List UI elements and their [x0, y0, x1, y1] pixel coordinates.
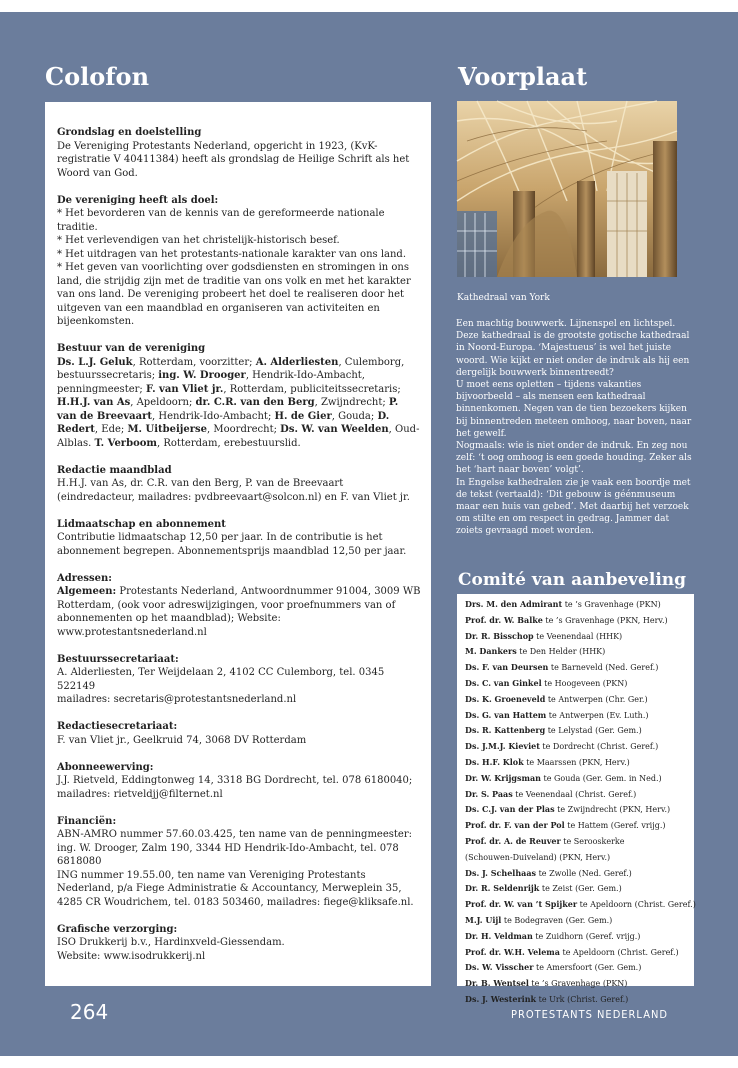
cover-description: [456, 318, 696, 538]
member-location: te Barneveld (Ned. Geref.): [548, 663, 659, 673]
bold-name: H.H.J. van As: [57, 397, 131, 408]
text-run: , Hendrik-Ido-Ambacht, penningmeester;: [57, 370, 365, 395]
section-line: ING nummer 19.55.00, ten name van Vereniging Protestants Nederland, p/a Fiege Administratie & Accountancy, Merweplein 35, 4285 CR Woudrichem, tel. 0183 503460, mailadres: fiege@kliksafe.nl.: [57, 869, 414, 908]
section-heading: Grondslag en doelstelling: [57, 127, 202, 138]
section-line: * Het bevorderen van de kennis van de gereformeerde nationale traditie.: [57, 208, 385, 233]
section-line: ABN-AMRO nummer 57.60.03.425, ten name van de penningmeester: ing. W. Drooger, Zalm 190, 3344 HD Hendrik-Ido-Ambacht, tel. 078 6818080: [57, 829, 412, 867]
comite-member: [465, 818, 690, 834]
member-name: Ds. G. van Hattem: [465, 709, 547, 720]
cover-paragraph: In Engelse kathedralen zie je vaak een boordje met de tekst (vertaald): ‘Dit gebouw is géénmuseum maar een huis van gebed’. Met daarbij het verzoek om stilte en om respect in gedrag. Jammer dat zoiets gevraagd moet worden.: [456, 477, 691, 537]
text-run: , Culemborg, bestuurssecretaris;: [57, 356, 405, 381]
comite-member: [465, 802, 690, 818]
member-name: Prof. dr. A. de Reuver: [465, 835, 561, 846]
colofon-section: [57, 572, 421, 640]
section-heading: Grafische verzorging:: [57, 923, 178, 935]
member-location: te Hattem (Geref. vrijg.): [564, 821, 666, 831]
text-run: , Ede;: [94, 424, 128, 435]
member-location: (Schouwen-Duiveland) (PKN, Herv.): [465, 852, 611, 862]
colofon-section: [57, 342, 421, 450]
member-name: Prof. dr. W.H. Velema: [465, 946, 560, 957]
member-location: te Amersfoort (Ger. Gem.): [533, 963, 642, 973]
bold-name: Algemeen:: [57, 586, 117, 597]
comite-member: [465, 629, 690, 645]
member-name: Dr. S. Paas: [465, 788, 513, 799]
member-name: Ds. H.F. Klok: [465, 756, 524, 767]
colofon-section: [57, 720, 421, 747]
member-name: Dr. B. Wentsel: [465, 978, 529, 989]
member-location: te Maarssen (PKN, Herv.): [523, 757, 630, 767]
comite-member: [465, 897, 696, 913]
voorplaat-title: Voorplaat: [458, 62, 588, 91]
text-run: , Moordrecht;: [207, 424, 281, 435]
member-location: te Gouda (Ger. Gem. in Ned.): [540, 773, 662, 783]
bold-name: M. Uitbeijerse: [127, 424, 208, 435]
comite-member: [465, 976, 690, 992]
member-name: Dr. H. Veldman: [465, 930, 533, 941]
member-location: te Zwijndrecht (PKN, Herv.): [554, 805, 671, 815]
member-location: te Zuidhorn (Geref. vrijg.): [532, 931, 641, 941]
member-name: Dr. R. Bisschop: [465, 630, 534, 641]
member-location: te Veenendaal (HHK): [533, 631, 623, 641]
member-name: Prof. dr. W. Balke: [465, 614, 543, 625]
colofon-section: [57, 126, 421, 180]
member-name: Ds. C.J. van der Plas: [465, 804, 555, 815]
section-heading: Redactiesecretariaat:: [57, 721, 178, 732]
member-name: M.J. Uijl: [465, 914, 502, 925]
section-heading: Redactie maandblad: [57, 464, 172, 476]
photo-caption: Kathedraal van York: [457, 293, 550, 303]
text-run: , Gouda;: [331, 410, 378, 422]
member-name: Ds. C. van Ginkel: [465, 677, 542, 688]
member-name: Ds. R. Kattenberg: [465, 725, 546, 736]
member-location: te Zeist (Ger. Gem.): [539, 884, 622, 894]
member-name: Dr. W. Krijgsman: [465, 772, 541, 783]
bold-name: ing. W. Drooger: [158, 370, 246, 381]
comite-member: [465, 708, 690, 724]
colofon-section: [57, 761, 421, 802]
comite-member: [465, 992, 690, 1008]
section-line: * Het uitdragen van het protestants-nationale karakter van ons land.: [57, 248, 406, 260]
cover-paragraph: Nogmaals: wie is niet onder de indruk. En zeg nou zelf: ‘t oog omhoog is een goede houding. Zeker als het ‘hart naar boven’ volgt’.: [456, 441, 692, 476]
section-line: mailadres: rietveldjj@filternet.nl: [57, 788, 223, 800]
section-line: A. Alderliesten, Ter Weijdelaan 2, 4102 CC Culemborg, tel. 0345 522149: [57, 667, 385, 692]
comite-member: [465, 660, 690, 676]
section-heading: Financiën:: [57, 815, 117, 827]
bold-name: H. de Gier: [274, 410, 332, 422]
colofon-section: [57, 464, 421, 505]
text-run: , Rotterdam, erebestuurslid.: [156, 437, 301, 449]
section-line: F. van Vliet jr., Geelkruid 74, 3068 DV Rotterdam: [57, 734, 307, 746]
section-line: mailadres: secretaris@protestantsnederland.nl: [57, 694, 297, 705]
member-name: Ds. W. Visscher: [465, 962, 534, 973]
footer-brand: PROTESTANTS NEDERLAND: [511, 1008, 668, 1021]
text-run: , Oud-Alblas.: [57, 424, 420, 449]
colofon-section: [57, 653, 421, 707]
text-run: , Rotterdam, voorzitter;: [132, 356, 256, 368]
section-heading: Lidmaatschap en abonnement: [57, 518, 226, 530]
member-location: te Lelystad (Ger. Gem.): [545, 726, 642, 736]
section-line: Contributie lidmaatschap 12,50 per jaar. In de contributie is het abonnement begrepen. Abonnementsprijs maandblad 12,50 per jaar.: [57, 532, 407, 557]
member-location: te Antwerpen (Chr. Ger.): [545, 694, 648, 704]
comite-member: [465, 945, 690, 961]
colofon-section: [57, 194, 421, 329]
member-location: te Veenendaal (Christ. Geref.): [512, 789, 637, 799]
section-heading: Abonneewerving:: [57, 761, 154, 773]
comite-member: [465, 771, 690, 787]
member-location: te Bodegraven (Ger. Gem.): [501, 915, 613, 925]
section-line: Website: www.isodrukkerij.nl: [57, 950, 206, 962]
text-run: Protestants Nederland, Antwoordnummer 91004, 3009 WB Rotterdam, (ook voor adreswijzigingen, voor proefnummers van of abonnementen op het maandblad); Website: www.protestantsnederland.nl: [57, 586, 421, 638]
member-name: Prof. dr. W. van ’t Spijker: [465, 899, 578, 910]
section-line: H.H.J. van As, dr. C.R. van den Berg, P. van de Breevaart (eindredacteur, mailadres: pvdbreevaart@solcon.nl) en F. van Vliet jr.: [57, 478, 410, 503]
text-run: , Apeldoorn;: [130, 397, 196, 408]
colofon-section: [57, 815, 421, 910]
comite-member: [465, 692, 690, 708]
member-location: te ’s Gravenhage (PKN, Herv.): [542, 615, 668, 625]
comite-member: [465, 866, 690, 882]
member-name: Drs. M. den Admirant: [465, 599, 563, 609]
comite-member: [465, 913, 690, 929]
section-rich-text: [57, 356, 421, 451]
bold-name: T. Verboom: [94, 437, 157, 449]
member-name: Ds. F. van Deursen: [465, 662, 549, 673]
section-line: De Vereniging Protestants Nederland, opgericht in 1923, (KvK-registratie V 40411384) heeft als grondslag de Heilige Schrift als het Woord van God.: [57, 140, 410, 179]
page-number: 264: [70, 1000, 109, 1024]
section-line: * Het geven van voorlichting over godsdiensten en stromingen in ons land, die strijdig zijn met de traditie van ons volk en met het karakter van ons land. De vereniging probeert het doel te realiseren door het uitgeven van een maandblad en organiseren van activiteiten en bijeenkomsten.: [57, 262, 411, 327]
comite-member: [465, 644, 690, 660]
colofon-section: [57, 923, 421, 964]
member-location: te Urk (Christ. Geref.): [536, 994, 629, 1004]
member-name: Ds. J. Westerink: [465, 993, 537, 1004]
member-location: te Antwerpen (Ev. Luth.): [546, 710, 649, 720]
colofon-title: Colofon: [45, 62, 150, 91]
member-location: te Zwolle (Ned. Geref.): [536, 868, 632, 878]
cover-paragraph: U moet eens opletten – tijdens vakanties bijvoorbeeld – als mensen een kathedraal binnenkomen. Negen van de tien bezoekers kijken bij binnentreden meteen omhoog, naar boven, naar het gewelf.: [456, 380, 692, 439]
comite-list: [457, 594, 696, 1004]
bold-name: Ds. W. van Weelden: [280, 424, 389, 435]
colofon-section: [57, 518, 421, 559]
member-location: te ’s Gravenhage (PKN): [562, 600, 661, 609]
comite-member: [465, 723, 690, 739]
member-location: te Den Helder (HHK): [516, 647, 606, 657]
bold-name: F. van Vliet jr.: [145, 383, 224, 395]
section-rich-text: [57, 585, 421, 639]
section-line: J.J. Rietveld, Eddingtonweg 14, 3318 BG Dordrecht, tel. 078 6180040;: [57, 775, 413, 786]
section-heading: De vereniging heeft als doel:: [57, 194, 219, 206]
member-name: Ds. J. Schelhaas: [465, 867, 537, 878]
comite-member: [465, 755, 690, 771]
text-run: , Hendrik-Ido-Ambacht;: [151, 410, 275, 422]
comite-title: Comité van aanbeveling: [458, 570, 687, 590]
cover-paragraph: Een machtig bouwwerk. Lijnenspel en lichtspel. Deze kathedraal is de grootste gotische kathedraal in Noord-Europa. ‘Majestueus’ is wel het juiste woord. Wie kijkt er niet onder de indruk als hij een dergelijk bouwwerk binnentreedt?: [456, 319, 690, 378]
comite-member: [465, 929, 690, 945]
member-location: te Hoogeveen (PKN): [541, 678, 628, 688]
comite-member: [465, 850, 690, 866]
bold-name: P. van de Breevaart: [57, 397, 399, 422]
member-location: te Dordrecht (Christ. Geref.): [539, 742, 659, 752]
comite-member: [465, 834, 690, 850]
member-name: M. Dankers: [465, 646, 517, 657]
cathedral-photo: [457, 101, 677, 277]
bold-name: Ds. L.J. Geluk: [57, 356, 133, 368]
text-run: , Rotterdam, publiciteitssecretaris;: [223, 383, 401, 395]
bold-name: D. Redert: [57, 410, 390, 435]
text-run: , Zwijndrecht;: [314, 397, 389, 408]
bold-name: A. Alderliesten: [255, 356, 339, 368]
comite-member: [465, 613, 690, 629]
comite-member: [465, 597, 690, 613]
member-name: Ds. K. Groeneveld: [465, 693, 546, 704]
member-location: te Apeldoorn (Christ. Geref.): [577, 900, 696, 910]
comite-member: [465, 960, 690, 976]
section-line: ISO Drukkerij b.v., Hardinxveld-Giessendam.: [57, 937, 285, 948]
section-heading: Bestuurssecretariaat:: [57, 653, 179, 665]
member-location: te ’s Gravenhage (PKN): [528, 979, 628, 989]
member-location: te Serooskerke: [560, 836, 625, 846]
member-location: te Apeldoorn (Christ. Geref.): [559, 947, 679, 957]
member-name: Dr. R. Seldenrijk: [465, 883, 540, 894]
section-heading: Bestuur van de vereniging: [57, 343, 206, 354]
member-name: Ds. J.M.J. Kieviet: [465, 741, 540, 752]
comite-member: [465, 739, 690, 755]
section-line: * Het verlevendigen van het christelijk-historisch besef.: [57, 235, 340, 246]
comite-member: [465, 676, 690, 692]
comite-member: [465, 881, 690, 897]
comite-member: [465, 787, 690, 803]
colofon-panel: [45, 102, 431, 986]
section-heading: Adressen:: [57, 572, 112, 584]
member-name: Prof. dr. F. van der Pol: [465, 820, 565, 831]
bold-name: dr. C.R. van den Berg: [195, 397, 315, 408]
